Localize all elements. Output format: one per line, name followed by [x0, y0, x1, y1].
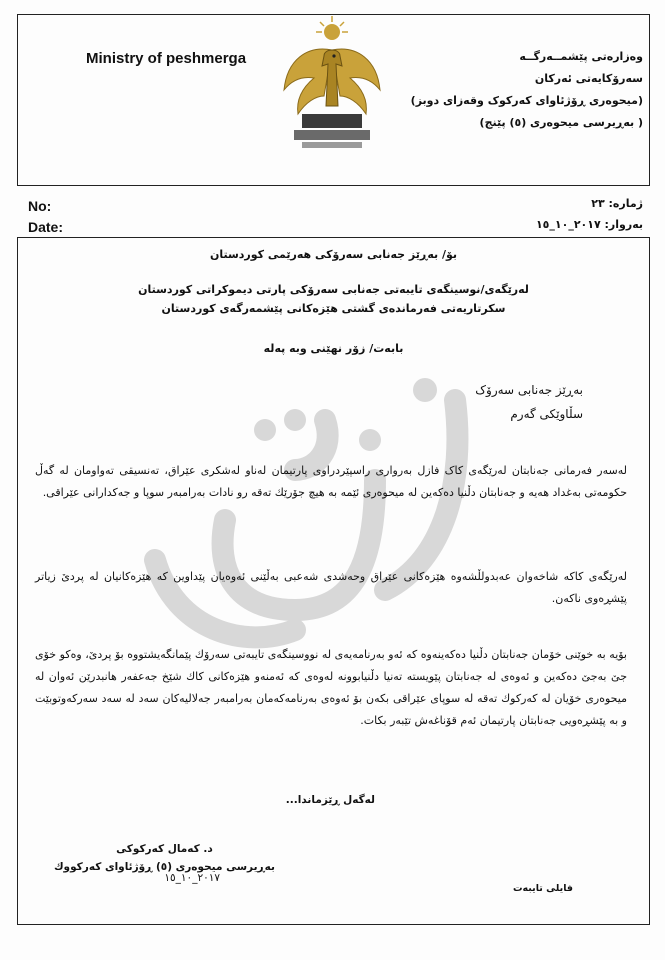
file-note: فایلی تایبەت	[512, 883, 573, 894]
via-line-2: سکرتاریەتی فەرماندەی گشتی هێزەکانی پێشمەرگەی کوردستان	[161, 302, 506, 315]
ar-line-staff: سەرۆکایەتی ئەرکان	[534, 72, 643, 85]
salutation: بەڕێز جەنابی سەرۆک	[475, 383, 583, 397]
paragraph-3: بۆیە بە خوێنی خۆمان جەنابتان دڵنیا دەکەینەوە کە ئەو بەرنامەیەی لە نووسینگەی تایبەتی سەرۆك پێمانگەیشتووە بۆ پردێ، وەکو خۆی جێ بەجێ دەکەین و ئەوەی لە جەنابتان پێویستە تەنیا دڵنیابوونە لەوەی کە ئەمنەو هێزەکانی کاك شێخ جەعفەر هانبدرێن ئەوان لە میحوەری خۆیان لە کەرکوك تەقە لە سوپای عێراقی بکەن بۆ ئەوەی بەرنامەکەمان بەرامبەر جەلالیەکان سەد لە سەد سەرکەوتوبێت و بە پێشڕەویی جەنابتان پارتیمان ئەم قۆناغەش تێبەر بکات.	[35, 648, 627, 727]
no-label: No:	[28, 198, 52, 214]
kurdistan-emblem-logo	[262, 10, 402, 160]
ministry-name-en: Ministry of peshmerga	[86, 50, 247, 67]
meta-labels-en	[28, 196, 63, 238]
via-line-1: لەرێگەی/نوسینگەی تایبەتی جەنابی سەرۆکی پارتی دیموکراتی کوردستان	[138, 283, 529, 296]
signature-block	[54, 840, 275, 876]
ministry-name-kurdish	[393, 46, 643, 134]
closing-regards: لەگەل ڕێزماندا...	[285, 794, 375, 806]
reference-date: بەروار: ٢٠١٧_١٠_١٥	[535, 218, 643, 231]
paragraph-2: لەرێگەی کاکە شاخەوان عەبدولڵشەوە هێزەکانی عێراق وحەشدی شەعبی بەڵێنی ئەوەیان پێداوین کە هێزەکانیان لە پردێ زیاتر پێشڕەوی ناکەن.	[35, 570, 627, 605]
paragraph-1: لەسەر فەرمانی جەنابتان لەرێگەی کاک فازل بەرواری راسپێردراوی پارتیمان لەناو لەشکری عێراق، تەنسیقی تەواومان لە گەڵ حکومەتی بەغداد هەیە و جەنابتان دڵنیا دەکەین لە میحوەری ئێمە بە هیچ جۆرێك تەقە رو نادات بەرامبەر سوپا و جەکدارانی عێراقی.	[35, 464, 627, 499]
ar-line-axis: (میحوەری ڕۆژئاوای کەرکوک وقەزای دوبز)	[410, 94, 643, 107]
ar-line-responsible: ( بەڕیرسی میحوەری (٥) پێنج)	[479, 116, 643, 129]
meta-labels-ar	[463, 193, 643, 235]
signature-date: ٢٠١٧_١٠_١٥	[164, 872, 220, 884]
ar-line-ministry: وەزارەتی پێشمــەرگــە	[519, 50, 643, 63]
reference-number: ژمارە: ٢٣	[591, 197, 643, 210]
recipient-line: بۆ/ بەڕێز جەنابی سەرۆکی هەرێمی کوردستان	[209, 248, 458, 261]
signatory-name: د. کەمال کەرکوکی	[116, 843, 213, 855]
subject-line: بابەت/ زۆر نهێنی وبە پەلە	[263, 342, 404, 355]
sun-emblem	[316, 16, 348, 40]
greeting: سڵاوێکی گەرم	[510, 407, 583, 421]
signatory-title: بەڕیرسی میحوەری (٥) ڕۆژئاوای کەرکووك	[53, 861, 275, 873]
date-label: Date:	[28, 219, 64, 235]
